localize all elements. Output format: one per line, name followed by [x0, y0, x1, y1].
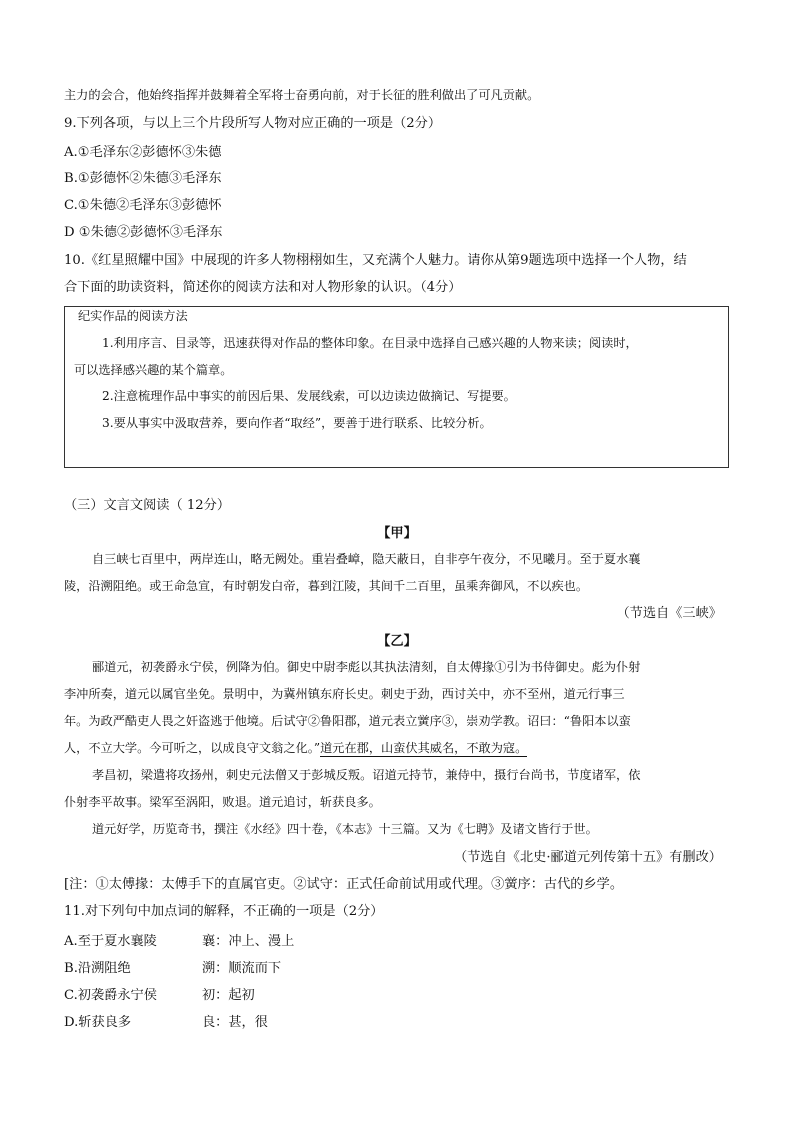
box-title: 纪实作品的阅读方法	[78, 309, 188, 323]
box-item1-line2: 可以选择感兴趣的某个篇章。	[74, 363, 233, 377]
reading-method-box	[64, 306, 729, 468]
passage-yi-p1-line4	[64, 742, 527, 754]
question-9-option-d: D ①朱德②彭德怀③毛泽东	[64, 225, 223, 240]
question-11-stem: 11.对下列句中加点词的解释，不正确的一项是（2分）	[64, 904, 384, 919]
passage-yi-p1-line2: 李冲所奏，道元以属官坐免。景明中，为冀州镇东府长史。刺史于劲，西讨关中，亦不至州，道元行事三	[64, 687, 625, 701]
question-9-option-a: A.①毛泽东②彭德怀③朱德	[64, 145, 222, 160]
question-10-stem-line1: 10.《红星照耀中国》中展现的许多人物栩栩如生，又充满个人魅力。请你从第9题选项中选择一个人物，结	[64, 253, 687, 268]
question-11-option-c-gloss: 初：起初	[202, 988, 255, 1003]
annotation-note: [注：①太傅掾：太傅手下的直属官吏。②试守：正式任命前试用或代理。③黉序：古代的乡学。	[64, 877, 624, 892]
passage-yi-p1-line3: 年。为政严酷吏人畏之奸盗逃于他境。后试守②鲁阳郡，道元表立黉序③，崇劝学教。诏曰：“鲁阳本以蛮	[64, 714, 631, 728]
question-10-stem-line2: 合下面的助读资料，简述你的阅读方法和对人物形象的认识。（4分）	[64, 280, 462, 295]
question-9-option-c: C.①朱德②毛泽东③彭德怀	[64, 198, 222, 213]
question-9-option-b: B.①彭德怀②朱德③毛泽东	[64, 171, 222, 186]
passage-jia-line2: 陵，沿溯阻绝。或王命急宣，有时朝发白帝，暮到江陵，其间千二百里，虽乘奔御风，不以疾也。	[64, 579, 589, 593]
passage-yi-p2-line1: 孝昌初，梁遣将攻扬州，刺史元法僧又于彭城反叛。诏道元持节，兼侍中，摄行台尚书，节度诸军，依	[92, 768, 641, 782]
question-11-option-b: B.沿溯阻绝	[64, 961, 131, 976]
box-item3: 3.要从事实中汲取营养，要向作者“取经”，要善于进行联系、比较分析。	[102, 416, 492, 430]
box-item1-line1: 1.利用序言、目录等，迅速获得对作品的整体印象。在目录中选择自己感兴趣的人物来读；阅读时，	[102, 336, 638, 350]
question-11-option-d-gloss: 良：甚，很	[202, 1015, 268, 1030]
question-11-option-a-gloss: 襄：冲上、漫上	[202, 934, 295, 949]
passage-jia-line1: 自三峡七百里中，两岸连山，略无阙处。重岩叠嶂，隐天蔽日，自非亭午夜分，不见曦月。至于夏水襄	[92, 552, 641, 566]
passage-yi-label: 【乙】	[377, 634, 417, 649]
passage-yi-p2-line2: 仆射李平故事。梁军至涡阳，败退。道元追讨，斩获良多。	[64, 795, 381, 809]
passage-yi-p1-line4-text: 人，不立大学。今可听之，以成良守文翁之化。”	[64, 741, 321, 755]
passage-jia-label: 【甲】	[377, 526, 417, 541]
underlined-sentence: 道元在郡，山蛮伏其威名，不敢为寇。	[320, 741, 528, 755]
continuation-text: 主力的会合，他始终指挥并鼓舞着全军将士奋勇向前，对于长征的胜利做出了可凡贡献。	[64, 88, 540, 102]
question-11-option-d: D.斩获良多	[64, 1015, 132, 1030]
question-11-option-c: C.初袭爵永宁侯	[64, 988, 157, 1003]
question-11-option-a: A.至于夏水襄陵	[64, 934, 157, 949]
passage-yi-p1-line1: 郦道元，初袭爵永宁侯，例降为伯。御史中尉李彪以其执法清刻，自太傅掾①引为书侍御史。彪为仆射	[92, 660, 641, 674]
passage-yi-source: （节选自《北史·郦道元列传第十五》有删改）	[454, 850, 722, 865]
section-3-heading: （三）文言文阅读（ 12分）	[64, 498, 231, 513]
passage-jia-source: （节选自《三峡》	[616, 606, 722, 621]
passage-yi-p3-line1: 道元好学，历览奇书，撰注《水经》四十卷，《本志》十三篇。又为《七聘》及诸文皆行于世。	[92, 822, 598, 836]
question-9-stem: 9.下列各项，与以上三个片段所写人物对应正确的一项是（2分）	[64, 116, 442, 131]
question-11-option-b-gloss: 溯：顺流而下	[202, 961, 282, 976]
box-item2: 2.注意梳理作品中事实的前因后果、发展线索，可以边读边做摘记、写提要。	[102, 389, 516, 403]
